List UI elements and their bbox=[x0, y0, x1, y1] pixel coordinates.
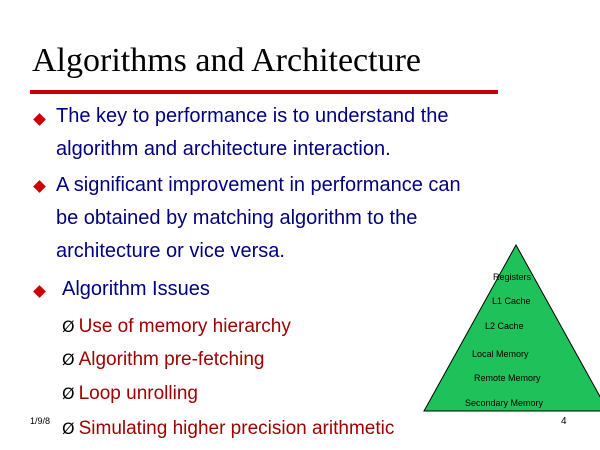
bullet-1-line-1: The key to performance is to understand the bbox=[56, 105, 449, 127]
sub-item-text: Use of memory hierarchy bbox=[78, 316, 291, 337]
bullet-2-line-2: be obtained by matching algorithm to the bbox=[56, 207, 418, 229]
sub-item-text: Simulating higher precision arithmetic bbox=[78, 418, 395, 439]
arrow-bullet-icon: Ø bbox=[62, 419, 75, 438]
arrow-bullet-icon: Ø bbox=[62, 384, 75, 403]
arrow-bullet-icon: Ø bbox=[62, 350, 75, 369]
sub-item-text: Loop unrolling bbox=[78, 383, 198, 404]
sub-item bbox=[62, 381, 198, 407]
sub-item bbox=[62, 416, 394, 442]
sub-item-text: Algorithm pre-fetching bbox=[78, 349, 265, 370]
sub-item bbox=[62, 314, 291, 340]
pyramid-level-remote-memory: Remote Memory bbox=[474, 373, 541, 383]
bullet-2-line-3: architecture or vice versa. bbox=[56, 240, 285, 262]
page-number: 4 bbox=[561, 416, 567, 427]
bullet-diamond-icon bbox=[33, 285, 46, 298]
title-rule bbox=[30, 90, 498, 94]
pyramid-level-local-memory: Local Memory bbox=[472, 349, 529, 359]
bullet-1-line-2: algorithm and architecture interaction. bbox=[56, 138, 391, 160]
slide-title: Algorithms and Architecture bbox=[32, 42, 422, 79]
pyramid-level-l1-cache: L1 Cache bbox=[492, 296, 531, 306]
footer-date: 1/9/8 bbox=[30, 416, 51, 426]
bullet-2-line-1: A significant improvement in performance can bbox=[56, 174, 461, 196]
pyramid-level-registers: Registers bbox=[493, 272, 532, 282]
sub-item bbox=[62, 347, 264, 373]
pyramid-level-l2-cache: L2 Cache bbox=[485, 321, 524, 331]
pyramid-level-secondary-memory: Secondary Memory bbox=[465, 398, 544, 408]
bullet-diamond-icon bbox=[33, 180, 46, 193]
bullet-diamond-icon bbox=[33, 113, 46, 126]
bullet-1-text bbox=[56, 100, 448, 166]
bullet-3-text bbox=[62, 273, 210, 306]
bullet-2-text bbox=[56, 169, 461, 268]
arrow-bullet-icon: Ø bbox=[62, 317, 75, 336]
bullet-3-line-1: Algorithm Issues bbox=[62, 278, 210, 300]
